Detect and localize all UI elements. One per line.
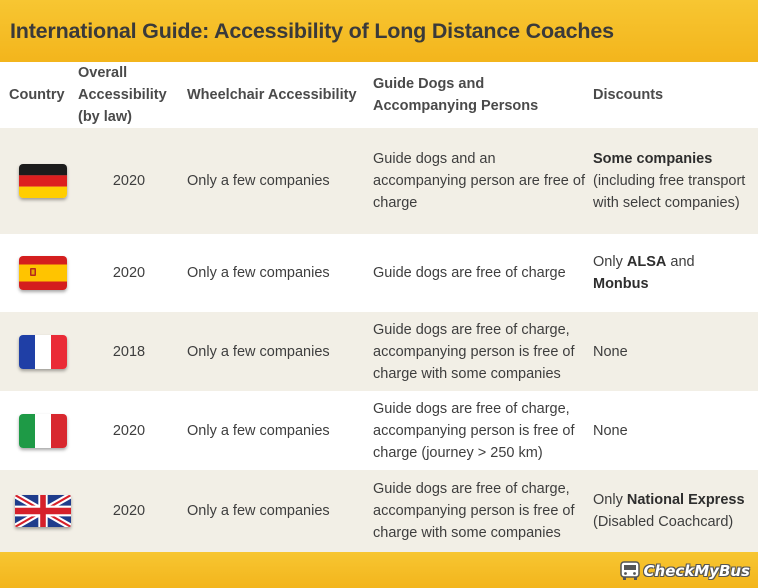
guide-cell: Guide dogs are free of charge, accompanying person is free of charge with some companies <box>373 321 575 382</box>
header-guide <box>373 62 585 128</box>
year-cell: 2020 <box>112 422 146 439</box>
discount-bold: ALSA <box>626 254 667 270</box>
wheelchair-cell: Only a few companies <box>187 503 330 519</box>
footer-bar <box>0 552 758 588</box>
wheelchair-cell: Only a few companies <box>187 343 330 360</box>
title-banner <box>0 0 758 62</box>
flag-cell <box>0 312 86 391</box>
discount-note: (including free transport with select companies) <box>593 173 746 211</box>
logo-text: CheckMyBus <box>643 562 750 580</box>
table-row <box>0 391 758 470</box>
header-overall-line1: Overall <box>78 65 128 81</box>
uk-flag-icon <box>15 495 71 527</box>
table-row <box>0 128 758 234</box>
discount-bold: Monbus <box>593 276 649 292</box>
bus-icon <box>619 561 641 581</box>
germany-flag-icon <box>19 164 67 198</box>
table-row <box>0 312 758 391</box>
discount-cell: None <box>593 422 628 439</box>
header-wheelchair: Wheelchair Accessibility <box>187 87 357 103</box>
page-title: International Guide: Accessibility of Long Distance Coaches <box>10 18 614 43</box>
guide-cell: Guide dogs are free of charge, accompanying person is free of charge with some companies <box>373 481 575 541</box>
header-country: Country <box>9 87 65 103</box>
header-discounts: Discounts <box>593 87 664 103</box>
wheelchair-cell: Only a few companies <box>187 422 330 439</box>
flag-cell <box>0 391 86 470</box>
header-guide-line1: Guide Dogs and <box>373 76 485 92</box>
year-cell: 2020 <box>112 503 146 519</box>
france-flag-icon <box>19 335 67 369</box>
wheelchair-cell: Only a few companies <box>187 173 330 189</box>
flag-cell <box>0 470 86 552</box>
table-row <box>0 234 758 312</box>
italy-flag-icon <box>19 414 67 448</box>
flag-cell <box>0 128 86 234</box>
discount-cell: Only ALSA and Monbus <box>593 254 695 292</box>
header-overall-line3: (by law) <box>78 109 132 125</box>
guide-cell: Guide dogs are free of charge <box>373 265 566 281</box>
guide-cell: Guide dogs are free of charge, accompanying person is free of charge (journey > 250 km) <box>373 400 575 461</box>
discount-cell <box>593 128 755 234</box>
flag-cell <box>0 234 86 312</box>
discount-bold: Some companies <box>593 151 713 167</box>
year-cell: 2020 <box>112 173 146 189</box>
spain-flag-icon <box>19 256 67 290</box>
discount-cell: None <box>593 343 628 360</box>
discount-note: (Disabled Coachcard) <box>593 514 734 530</box>
table-row <box>0 470 758 552</box>
guide-cell: Guide dogs and an accompanying person are free of charge <box>373 151 585 211</box>
discount-bold: National Express <box>626 492 745 508</box>
header-overall <box>78 62 178 128</box>
header-guide-line2: Accompanying Persons <box>373 98 539 114</box>
table-header <box>0 62 758 128</box>
year-cell: 2020 <box>112 265 146 281</box>
wheelchair-cell: Only a few companies <box>187 265 330 281</box>
header-overall-line2: Accessibility <box>78 87 167 103</box>
discount-cell: Only National Express (Disabled Coachcard) <box>593 492 745 530</box>
year-cell: 2018 <box>112 343 146 360</box>
checkmybus-logo <box>619 560 750 582</box>
